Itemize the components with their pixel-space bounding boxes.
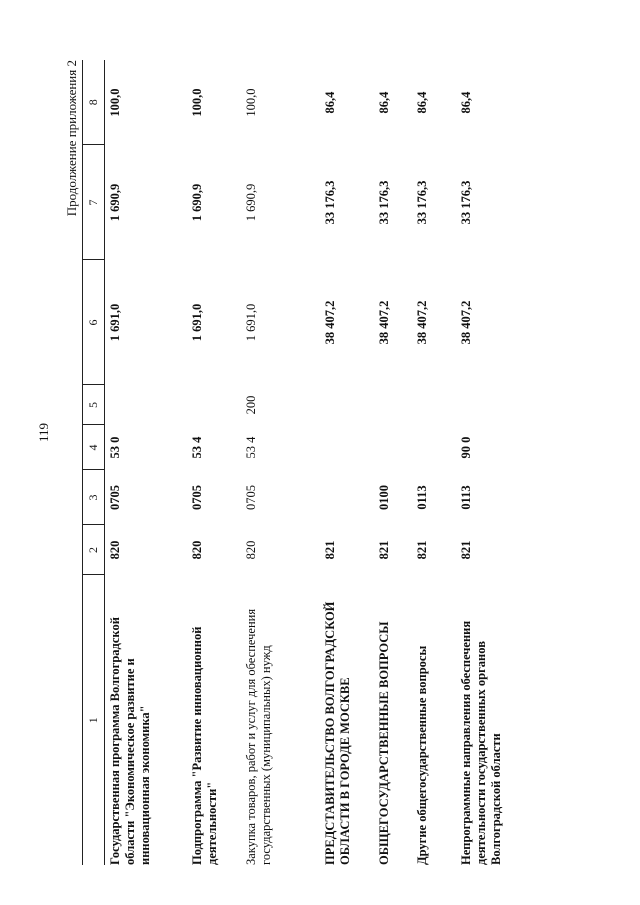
actual-amount: 1 690,9 bbox=[108, 183, 122, 222]
ministry-code: 821 bbox=[415, 540, 429, 560]
expense-type-code bbox=[105, 385, 187, 425]
section-code: 0705 bbox=[108, 485, 122, 510]
rotated-page-content bbox=[62, 60, 531, 865]
actual-amount: 33 176,3 bbox=[415, 180, 429, 225]
section-code: 0100 bbox=[377, 485, 391, 510]
planned-amount: 1 691,0 bbox=[190, 303, 204, 342]
execution-percent: 86,4 bbox=[415, 91, 429, 114]
col-header-3: 3 bbox=[83, 470, 105, 525]
expense-type-code bbox=[373, 385, 411, 425]
row-name: Другие общегосударственные вопросы bbox=[415, 645, 429, 865]
planned-amount: 38 407,2 bbox=[415, 300, 429, 345]
row-name: Государственная программа Волгоградской области "Экономическое развитие и инновационная экономика" bbox=[108, 617, 152, 865]
ministry-code: 821 bbox=[377, 540, 391, 560]
ministry-code: 821 bbox=[323, 540, 337, 560]
col-header-4: 4 bbox=[83, 425, 105, 470]
row-name: Закупка товаров, работ и услуг для обеспечения государственных (муниципальных) нужд bbox=[244, 608, 273, 865]
expense-type-code: 200 bbox=[244, 395, 258, 415]
target-code bbox=[319, 425, 373, 470]
budget-table bbox=[82, 60, 531, 865]
col-header-5: 5 bbox=[83, 385, 105, 425]
continuation-label: Продолжение приложения 2 bbox=[64, 60, 79, 217]
table-header bbox=[83, 60, 105, 865]
actual-amount: 33 176,3 bbox=[377, 180, 391, 225]
table-row bbox=[186, 60, 240, 865]
execution-percent: 100,0 bbox=[190, 88, 204, 117]
col-header-7: 7 bbox=[83, 145, 105, 260]
expense-type-code bbox=[319, 385, 373, 425]
table-row bbox=[105, 60, 187, 865]
target-code bbox=[411, 425, 455, 470]
ministry-code: 821 bbox=[459, 540, 473, 560]
execution-percent: 100,0 bbox=[108, 88, 122, 117]
table-row bbox=[455, 60, 531, 865]
col-header-6: 6 bbox=[83, 260, 105, 385]
target-code: 53 4 bbox=[244, 436, 258, 459]
execution-percent: 100,0 bbox=[244, 88, 258, 117]
col-header-8: 8 bbox=[83, 60, 105, 145]
row-name: ПРЕДСТАВИТЕЛЬСТВО ВОЛГОГРАДСКОЙ ОБЛАСТИ В ГОРОДЕ МОСКВЕ bbox=[323, 601, 352, 865]
section-code: 0705 bbox=[190, 485, 204, 510]
row-name: ОБЩЕГОСУДАРСТВЕННЫЕ ВОПРОСЫ bbox=[377, 621, 391, 865]
section-code: 0113 bbox=[415, 485, 429, 510]
row-name: Непрограммные направления обеспечения деятельности государственных органов Волгоградской области bbox=[459, 620, 503, 865]
table-row bbox=[240, 60, 319, 865]
planned-amount: 38 407,2 bbox=[377, 300, 391, 345]
target-code: 53 0 bbox=[108, 436, 122, 459]
ministry-code: 820 bbox=[244, 540, 258, 560]
ministry-code: 820 bbox=[108, 540, 122, 560]
table-row bbox=[411, 60, 455, 865]
section-code bbox=[319, 470, 373, 525]
expense-type-code bbox=[455, 385, 531, 425]
target-code: 53 4 bbox=[190, 436, 204, 459]
actual-amount: 1 690,9 bbox=[190, 183, 204, 222]
target-code bbox=[373, 425, 411, 470]
execution-percent: 86,4 bbox=[323, 91, 337, 114]
header-row bbox=[83, 60, 105, 865]
row-name: Подпрограмма "Развитие инновационной деятельности" bbox=[190, 626, 219, 865]
col-header-1: 1 bbox=[83, 575, 105, 865]
planned-amount: 38 407,2 bbox=[459, 300, 473, 345]
actual-amount: 1 690,9 bbox=[244, 183, 258, 222]
expense-type-code bbox=[186, 385, 240, 425]
actual-amount: 33 176,3 bbox=[459, 180, 473, 225]
planned-amount: 1 691,0 bbox=[244, 303, 258, 342]
section-code: 0113 bbox=[459, 485, 473, 510]
col-header-2: 2 bbox=[83, 525, 105, 575]
actual-amount: 33 176,3 bbox=[323, 180, 337, 225]
planned-amount: 1 691,0 bbox=[108, 303, 122, 342]
planned-amount: 38 407,2 bbox=[323, 300, 337, 345]
page-number: 119 bbox=[36, 422, 51, 442]
target-code: 90 0 bbox=[459, 436, 473, 459]
section-code: 0705 bbox=[244, 485, 258, 510]
ministry-code: 820 bbox=[190, 540, 204, 560]
table-row bbox=[373, 60, 411, 865]
expense-type-code bbox=[411, 385, 455, 425]
table-row bbox=[319, 60, 373, 865]
table-body bbox=[105, 60, 532, 865]
execution-percent: 86,4 bbox=[459, 91, 473, 114]
execution-percent: 86,4 bbox=[377, 91, 391, 114]
